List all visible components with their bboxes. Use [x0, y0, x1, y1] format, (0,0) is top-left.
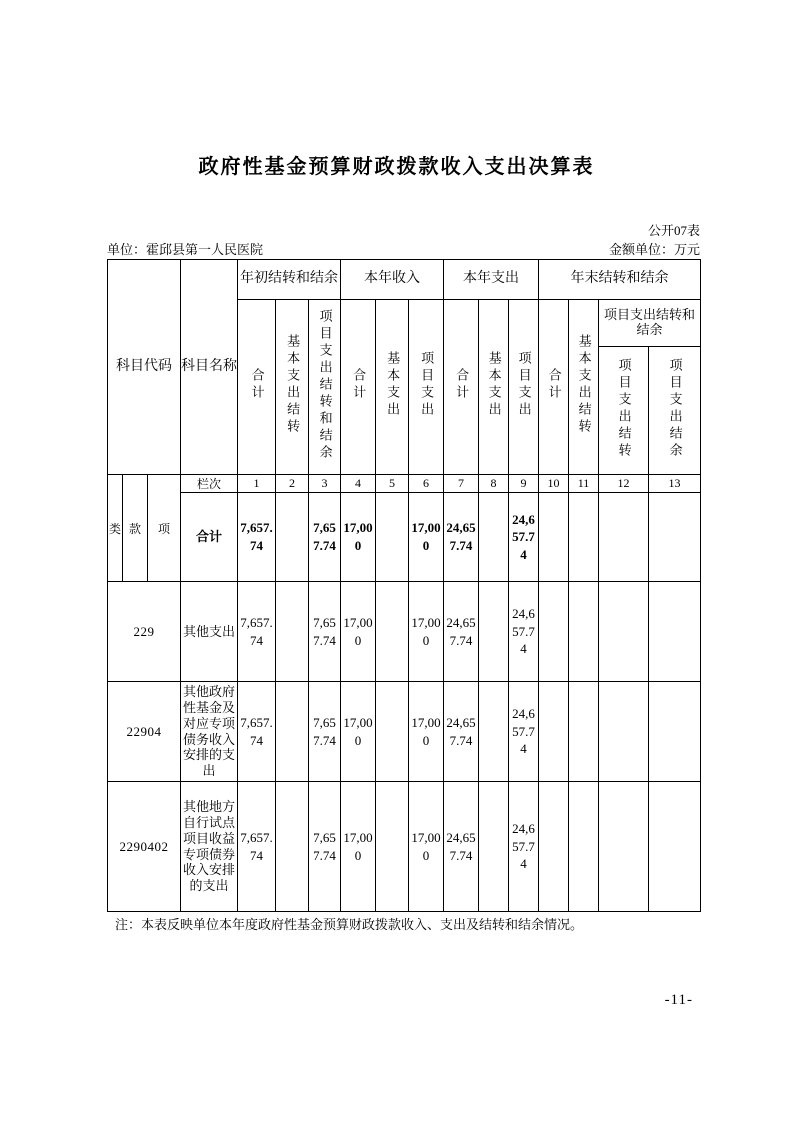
value-cell	[376, 493, 409, 582]
value-cell: 7,657.74	[309, 682, 341, 782]
page-title: 政府性基金预算财政拨款收入支出决算表	[198, 156, 595, 178]
unit-label: 单位：霍邱县第一人民医院	[107, 242, 264, 257]
col-number: 1	[238, 475, 276, 493]
col-header-expend-basic	[479, 300, 509, 475]
value-cell: 24,657.74	[444, 582, 479, 682]
value-cell: 17,000	[409, 682, 444, 782]
col-header-income-total	[341, 300, 376, 475]
col-header-begin-basic-carryover	[276, 300, 309, 475]
value-cell	[539, 493, 569, 582]
col-header-label: 基本支出	[486, 351, 502, 419]
table-row-2290402	[108, 782, 701, 912]
value-cell	[376, 682, 409, 782]
value-cell: 24,657.74	[444, 682, 479, 782]
value-cell	[479, 682, 509, 782]
col-number: 7	[444, 475, 479, 493]
rank-label: 栏次	[181, 475, 238, 493]
col-header-income-basic	[376, 300, 409, 475]
value-cell	[599, 682, 649, 782]
value-cell: 7,657.74	[238, 582, 276, 682]
subject-name-cell: 其他地方自行试点项目收益专项债券收入安排的支出	[181, 782, 238, 912]
value-cell: 17,000	[341, 582, 376, 682]
col-number: 9	[509, 475, 539, 493]
col-header-label: 项目支出结余	[667, 357, 683, 460]
table-meta-row	[107, 239, 700, 258]
subgroup-header-yearend-project: 项目支出结转和结余	[599, 300, 701, 347]
value-cell	[649, 682, 701, 782]
subject-name-cell: 合计	[181, 493, 238, 582]
code-sub-header-class: 类	[108, 475, 123, 582]
col-number: 10	[539, 475, 569, 493]
subject-name-header: 科目名称	[181, 260, 238, 475]
value-cell: 17,000	[341, 782, 376, 912]
value-cell: 7,657.74	[238, 682, 276, 782]
value-cell: 24,657.74	[444, 782, 479, 912]
value-cell	[649, 782, 701, 912]
group-header-beginning-balance: 年初结转和结余	[238, 260, 341, 300]
value-cell	[276, 682, 309, 782]
col-header-income-project	[409, 300, 444, 475]
code-sub-header-section: 款	[123, 475, 148, 582]
col-header-label: 基本支出	[385, 351, 401, 419]
col-number: 2	[276, 475, 309, 493]
col-number: 11	[569, 475, 599, 493]
fund-budget-table	[107, 259, 701, 912]
value-cell	[479, 582, 509, 682]
value-cell: 24,657.74	[509, 682, 539, 782]
value-cell	[376, 782, 409, 912]
page-number: -11-	[664, 992, 693, 1008]
value-cell: 7,657.74	[238, 782, 276, 912]
group-header-current-income: 本年收入	[341, 260, 444, 300]
subject-code-cell: 2290402	[108, 782, 181, 912]
col-header-yearend-project-carryover	[599, 347, 649, 475]
value-cell	[276, 582, 309, 682]
value-cell	[376, 582, 409, 682]
col-header-begin-project-carryover	[309, 300, 341, 475]
col-header-yearend-project-balance	[649, 347, 701, 475]
col-header-label: 基本支出结转	[576, 334, 592, 436]
col-number: 3	[309, 475, 341, 493]
value-cell: 24,657.74	[509, 582, 539, 682]
table-row-total	[108, 493, 701, 582]
header-row-groups	[108, 260, 701, 300]
value-cell	[569, 782, 599, 912]
value-cell: 7,657.74	[309, 782, 341, 912]
value-cell	[479, 782, 509, 912]
col-header-begin-total	[238, 300, 276, 475]
value-cell	[599, 493, 649, 582]
value-cell: 17,000	[341, 682, 376, 782]
subject-code-header: 科目代码	[108, 260, 181, 475]
col-number: 5	[376, 475, 409, 493]
table-row-229	[108, 582, 701, 682]
value-cell	[539, 582, 569, 682]
col-header-expend-total	[444, 300, 479, 475]
value-cell	[539, 782, 569, 912]
value-cell	[599, 782, 649, 912]
subject-code-cell: 22904	[108, 682, 181, 782]
col-header-label: 合计	[454, 368, 470, 402]
col-header-label: 基本支出结转	[285, 334, 301, 436]
column-number-row	[108, 475, 701, 493]
value-cell: 24,657.74	[444, 493, 479, 582]
table-row-22904	[108, 682, 701, 782]
col-number: 13	[649, 475, 701, 493]
col-header-label: 合计	[249, 368, 265, 402]
value-cell: 17,000	[409, 782, 444, 912]
value-cell	[479, 493, 509, 582]
table-number: 公开07表	[647, 223, 700, 238]
value-cell	[539, 682, 569, 782]
value-cell: 7,657.74	[309, 493, 341, 582]
value-cell: 7,657.74	[309, 582, 341, 682]
value-cell	[649, 582, 701, 682]
col-header-yearend-total	[539, 300, 569, 475]
value-cell: 24,657.74	[509, 782, 539, 912]
col-header-label: 合计	[351, 368, 367, 402]
value-cell: 17,000	[409, 493, 444, 582]
col-header-yearend-basic-carryover	[569, 300, 599, 475]
subject-code-cell: 229	[108, 582, 181, 682]
value-cell	[276, 782, 309, 912]
value-cell: 17,000	[409, 582, 444, 682]
col-header-label: 项目支出	[419, 351, 435, 419]
value-cell	[276, 493, 309, 582]
group-header-current-expenditure: 本年支出	[444, 260, 539, 300]
code-sub-header-item: 项	[148, 475, 181, 582]
subject-name-cell: 其他政府性基金及对应专项债务收入安排的支出	[181, 682, 238, 782]
group-header-yearend-balance: 年末结转和结余	[539, 260, 701, 300]
value-cell	[569, 493, 599, 582]
value-cell	[569, 582, 599, 682]
value-cell: 7,657.74	[238, 493, 276, 582]
col-number: 12	[599, 475, 649, 493]
col-number: 4	[341, 475, 376, 493]
col-header-label: 项目支出结转和结余	[317, 308, 333, 462]
value-cell: 24,657.74	[509, 493, 539, 582]
value-cell	[599, 582, 649, 682]
col-number: 6	[409, 475, 444, 493]
value-cell: 17,000	[341, 493, 376, 582]
value-cell	[569, 682, 599, 782]
col-header-label: 项目支出	[516, 351, 532, 419]
value-cell	[649, 493, 701, 582]
col-header-label: 合计	[546, 368, 562, 402]
col-number: 8	[479, 475, 509, 493]
amount-unit-label: 金额单位：万元	[608, 242, 700, 257]
col-header-expend-project	[509, 300, 539, 475]
col-header-label: 项目支出结转	[616, 357, 632, 460]
subject-name-cell: 其他支出	[181, 582, 238, 682]
footnote: 注：本表反映单位本年度政府性基金预算财政拨款收入、支出及结转和结余情况。	[115, 917, 584, 932]
